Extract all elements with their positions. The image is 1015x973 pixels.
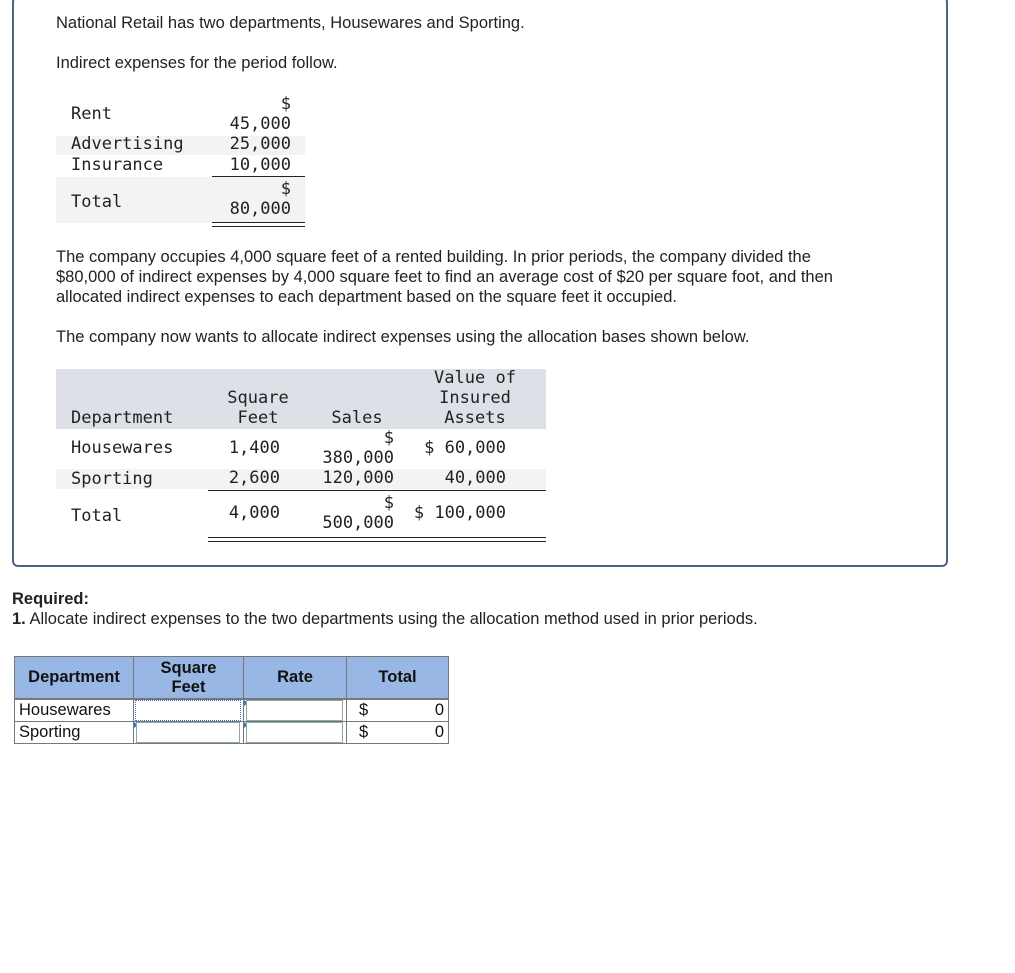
answer-row-housewares-sqft-cell bbox=[133, 699, 244, 722]
total-double-rule bbox=[208, 537, 546, 542]
row-housewares-value: $ 60,000 bbox=[424, 438, 506, 458]
header-sales: Sales bbox=[331, 408, 383, 428]
answer-row-sporting-rate-cell bbox=[243, 721, 347, 744]
row-housewares-sales: 380,000 bbox=[322, 448, 394, 468]
expense-dollar-rent: $ bbox=[280, 94, 291, 114]
total-double-rule bbox=[212, 222, 305, 227]
header-assets: Assets bbox=[444, 408, 506, 428]
required-item-text: Allocate indirect expenses to the two departments using the allocation method used in prior periods. bbox=[29, 610, 758, 628]
row-sporting-department: Sporting bbox=[71, 469, 153, 489]
expense-total-dollar: $ bbox=[280, 179, 291, 199]
required-item-1 bbox=[12, 610, 758, 629]
sporting-rate-input[interactable] bbox=[246, 722, 343, 743]
required-heading: Required: bbox=[12, 590, 90, 608]
answer-row-sporting-sqft-cell bbox=[133, 721, 244, 744]
intro-line-2: Indirect expenses for the period follow. bbox=[56, 54, 338, 72]
row-total-sales: 500,000 bbox=[322, 513, 394, 533]
housewares-rate-input[interactable] bbox=[246, 700, 343, 721]
required-item-number: 1. bbox=[12, 610, 26, 628]
answer-header-total: Total bbox=[346, 656, 449, 699]
row-housewares-department: Housewares bbox=[71, 438, 174, 458]
answer-header-rate: Rate bbox=[243, 656, 347, 699]
answer-header-square-feet bbox=[133, 656, 244, 699]
answer-row-sporting-label: Sporting bbox=[14, 721, 134, 744]
row-total-sqft: 4,000 bbox=[228, 503, 280, 523]
row-housewares-sqft: 1,400 bbox=[228, 438, 280, 458]
answer-table bbox=[14, 656, 449, 746]
expense-label-insurance: Insurance bbox=[71, 155, 164, 175]
expense-amount-rent: 45,000 bbox=[229, 114, 291, 134]
expense-amount-insurance: 10,000 bbox=[229, 155, 291, 175]
expense-amount-advertising: 25,000 bbox=[229, 134, 291, 154]
row-total-value: $ 100,000 bbox=[413, 503, 506, 523]
row-sporting-value: 40,000 bbox=[444, 468, 506, 488]
answer-row-sporting-dollar: $ bbox=[359, 723, 369, 741]
answer-row-sporting-total: 0 bbox=[434, 723, 444, 741]
row-total-department: Total bbox=[71, 506, 123, 526]
row-sporting-sales: 120,000 bbox=[322, 468, 394, 488]
expense-total-label: Total bbox=[71, 192, 123, 212]
answer-header-department: Department bbox=[14, 656, 134, 699]
answer-row-housewares-rate-cell bbox=[243, 699, 347, 722]
paragraph-line-3: allocated indirect expenses to each department based on the square feet it occupied. bbox=[56, 288, 677, 306]
paragraph-line-1: The company occupies 4,000 square feet of a rented building. In prior periods, the company divided the bbox=[56, 248, 811, 266]
intro-line-1: National Retail has two departments, Housewares and Sporting. bbox=[56, 14, 525, 32]
sporting-square-feet-input[interactable] bbox=[136, 722, 240, 743]
answer-row-housewares-label: Housewares bbox=[14, 699, 134, 722]
answer-row-housewares-total: 0 bbox=[434, 701, 444, 719]
header-department: Department bbox=[71, 408, 174, 428]
header-square: Square bbox=[227, 388, 289, 408]
row-total-sales-dollar: $ bbox=[383, 493, 394, 513]
answer-row-sporting-total-cell bbox=[346, 721, 449, 744]
answer-header-square: Square bbox=[160, 658, 217, 677]
subtotal-rule bbox=[212, 176, 305, 177]
header-value-of: Value of bbox=[434, 368, 516, 388]
housewares-square-feet-input[interactable] bbox=[135, 700, 241, 721]
answer-header-feet: Feet bbox=[171, 677, 206, 696]
paragraph-line-2: $80,000 of indirect expenses by 4,000 square feet to find an average cost of $20 per square foot, and then bbox=[56, 268, 833, 286]
row-sporting-sqft: 2,600 bbox=[228, 468, 280, 488]
header-insured: Insured bbox=[439, 388, 511, 408]
row-housewares-sales-dollar: $ bbox=[383, 428, 394, 448]
answer-row-housewares-dollar: $ bbox=[359, 701, 369, 719]
expense-total-amount: 80,000 bbox=[229, 199, 291, 219]
header-feet: Feet bbox=[237, 408, 279, 428]
paragraph-line-4: The company now wants to allocate indirect expenses using the allocation bases shown below. bbox=[56, 328, 750, 346]
subtotal-rule bbox=[208, 490, 546, 491]
expense-label-advertising: Advertising bbox=[71, 134, 184, 154]
answer-row-housewares-total-cell bbox=[346, 699, 449, 722]
expense-label-rent: Rent bbox=[71, 104, 112, 124]
